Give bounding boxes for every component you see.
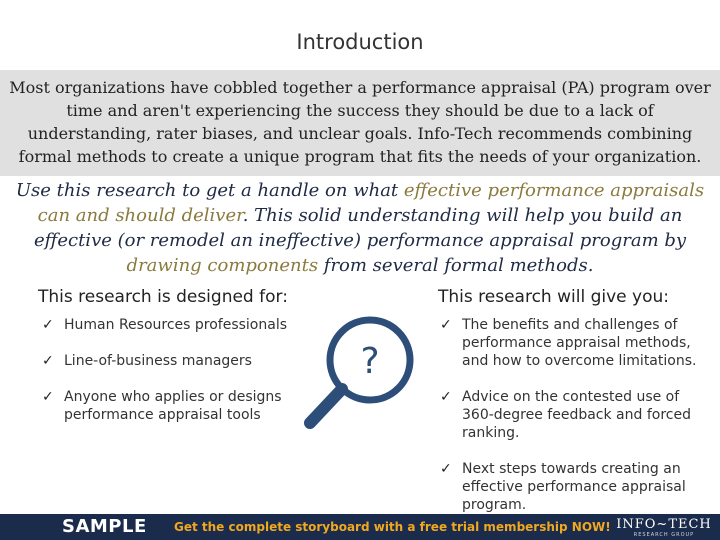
use-text-highlight-2: drawing components xyxy=(126,255,319,276)
question-mark: ? xyxy=(360,341,380,382)
use-research-text xyxy=(10,178,710,278)
list-item xyxy=(440,316,702,370)
list-item xyxy=(440,460,702,514)
list-item xyxy=(42,352,292,370)
page-title: Introduction xyxy=(296,30,424,54)
checkmark-icon: ✓ xyxy=(42,389,54,405)
brand-logo: INFO~TECH xyxy=(616,517,712,532)
checkmark-icon: ✓ xyxy=(440,461,452,477)
brand-subtitle: RESEARCH GROUP xyxy=(633,532,695,538)
will-give-list xyxy=(440,316,702,532)
magnifier-icon xyxy=(298,305,418,435)
list-item-text: Human Resources professionals xyxy=(64,317,288,333)
will-give-heading: This research will give you: xyxy=(438,287,669,307)
checkmark-icon: ✓ xyxy=(42,317,54,333)
list-item xyxy=(42,388,292,424)
designed-for-list xyxy=(42,316,292,424)
designed-for-heading: This research is designed for: xyxy=(38,287,288,307)
list-item-text: The benefits and challenges of performance appraisal methods, and how to overcome limitations. xyxy=(462,317,697,369)
checkmark-icon: ✓ xyxy=(440,317,452,333)
trial-cta-link[interactable]: Get the complete storyboard with a free trial membership NOW! xyxy=(174,520,611,534)
list-item xyxy=(440,388,702,442)
list-item-text: Advice on the contested use of 360-degree feedback and forced ranking. xyxy=(462,389,691,441)
checkmark-icon: ✓ xyxy=(42,353,54,369)
use-text-part-3: from several formal methods. xyxy=(318,255,594,276)
list-item-text: Line-of-business managers xyxy=(64,353,252,369)
use-text-part-1: Use this research to get a handle on what xyxy=(15,180,404,201)
sample-label: SAMPLE xyxy=(62,516,147,537)
list-item-text: Next steps towards creating an effective performance appraisal program. xyxy=(462,461,686,513)
intro-text: Most organizations have cobbled together a performance appraisal (PA) program over time and aren't experiencing the success they should be due to a lack of understanding, rater biases, and unclear goals. Info-Tech recommends combining formal methods to create a unique program that fits the needs of your organization. xyxy=(9,78,711,166)
checkmark-icon: ✓ xyxy=(440,389,452,405)
list-item xyxy=(42,316,292,334)
list-item-text: Anyone who applies or designs performance appraisal tools xyxy=(64,389,282,423)
use-text-part-2: . This solid understanding will help you build an effective (or remodel an ineffective) performance appraisal program by xyxy=(33,205,687,251)
use-text-highlight-1: effective performance appraisals can and should deliver xyxy=(37,180,705,226)
